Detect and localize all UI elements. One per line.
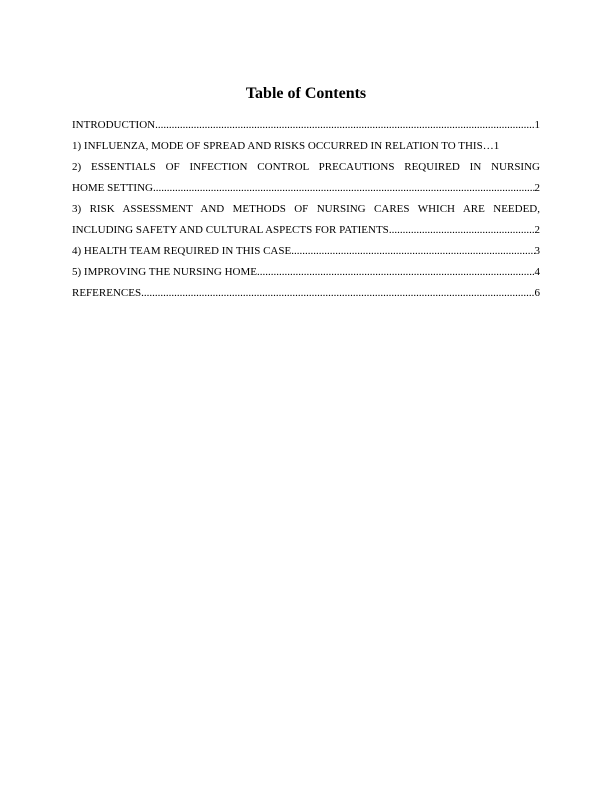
toc-page-number: 2: [534, 224, 540, 236]
toc-title: Table of Contents: [245, 85, 367, 102]
dot-leader: [389, 220, 535, 241]
toc-entry-label: REFERENCES: [72, 287, 142, 299]
toc-entry-risk-assessment[interactable]: [72, 199, 540, 241]
dot-leader: [153, 178, 535, 199]
toc-entry-line: [72, 178, 540, 199]
toc-entry-label: HOME SETTING: [72, 182, 153, 194]
toc-entry-influenza[interactable]: [72, 136, 540, 157]
toc-page-number: 6: [534, 287, 540, 299]
toc-entry-references[interactable]: [72, 283, 540, 304]
toc-page-number: 3: [534, 245, 540, 257]
toc-page-number: 4: [534, 266, 540, 278]
toc-entry-introduction[interactable]: [72, 115, 540, 136]
toc-entry-label: 5) IMPROVING THE NURSING HOME: [72, 266, 257, 278]
toc-page-number: 2: [534, 182, 540, 194]
toc-entry-line: [72, 262, 540, 283]
toc-entry-line: [72, 241, 540, 262]
toc-entry-label: 1) INFLUENZA, MODE OF SPREAD AND RISKS OCCURRED IN RELATION TO THIS…: [72, 140, 494, 152]
dot-leader: [155, 115, 534, 136]
toc-entry-line: [72, 136, 540, 157]
toc-entry-label: 4) HEALTH TEAM REQUIRED IN THIS CASE: [72, 245, 292, 257]
toc-page-number: 1: [493, 140, 500, 152]
toc-entry-improving-nursing-home[interactable]: [72, 262, 540, 283]
dot-leader: [141, 283, 534, 304]
toc-entry-infection-control[interactable]: [72, 157, 540, 199]
toc-entry-line: [72, 115, 540, 136]
toc-entry-label: INCLUDING SAFETY AND CULTURAL ASPECTS FOR PATIENTS: [72, 224, 389, 236]
toc-entry-health-team[interactable]: [72, 241, 540, 262]
dot-leader: [291, 241, 534, 262]
toc-entry-line: [72, 220, 540, 241]
toc-entry-first-line: 3) RISK ASSESSMENT AND METHODS OF NURSING CARES WHICH ARE NEEDED,: [72, 203, 540, 215]
toc-page-number: 1: [534, 119, 540, 131]
toc-entry-line: [72, 283, 540, 304]
toc-entry-label: INTRODUCTION: [72, 119, 156, 131]
toc-entry-first-line: 2) ESSENTIALS OF INFECTION CONTROL PRECAUTIONS REQUIRED IN NURSING: [72, 161, 540, 173]
dot-leader: [257, 262, 535, 283]
table-of-contents: [72, 115, 540, 304]
